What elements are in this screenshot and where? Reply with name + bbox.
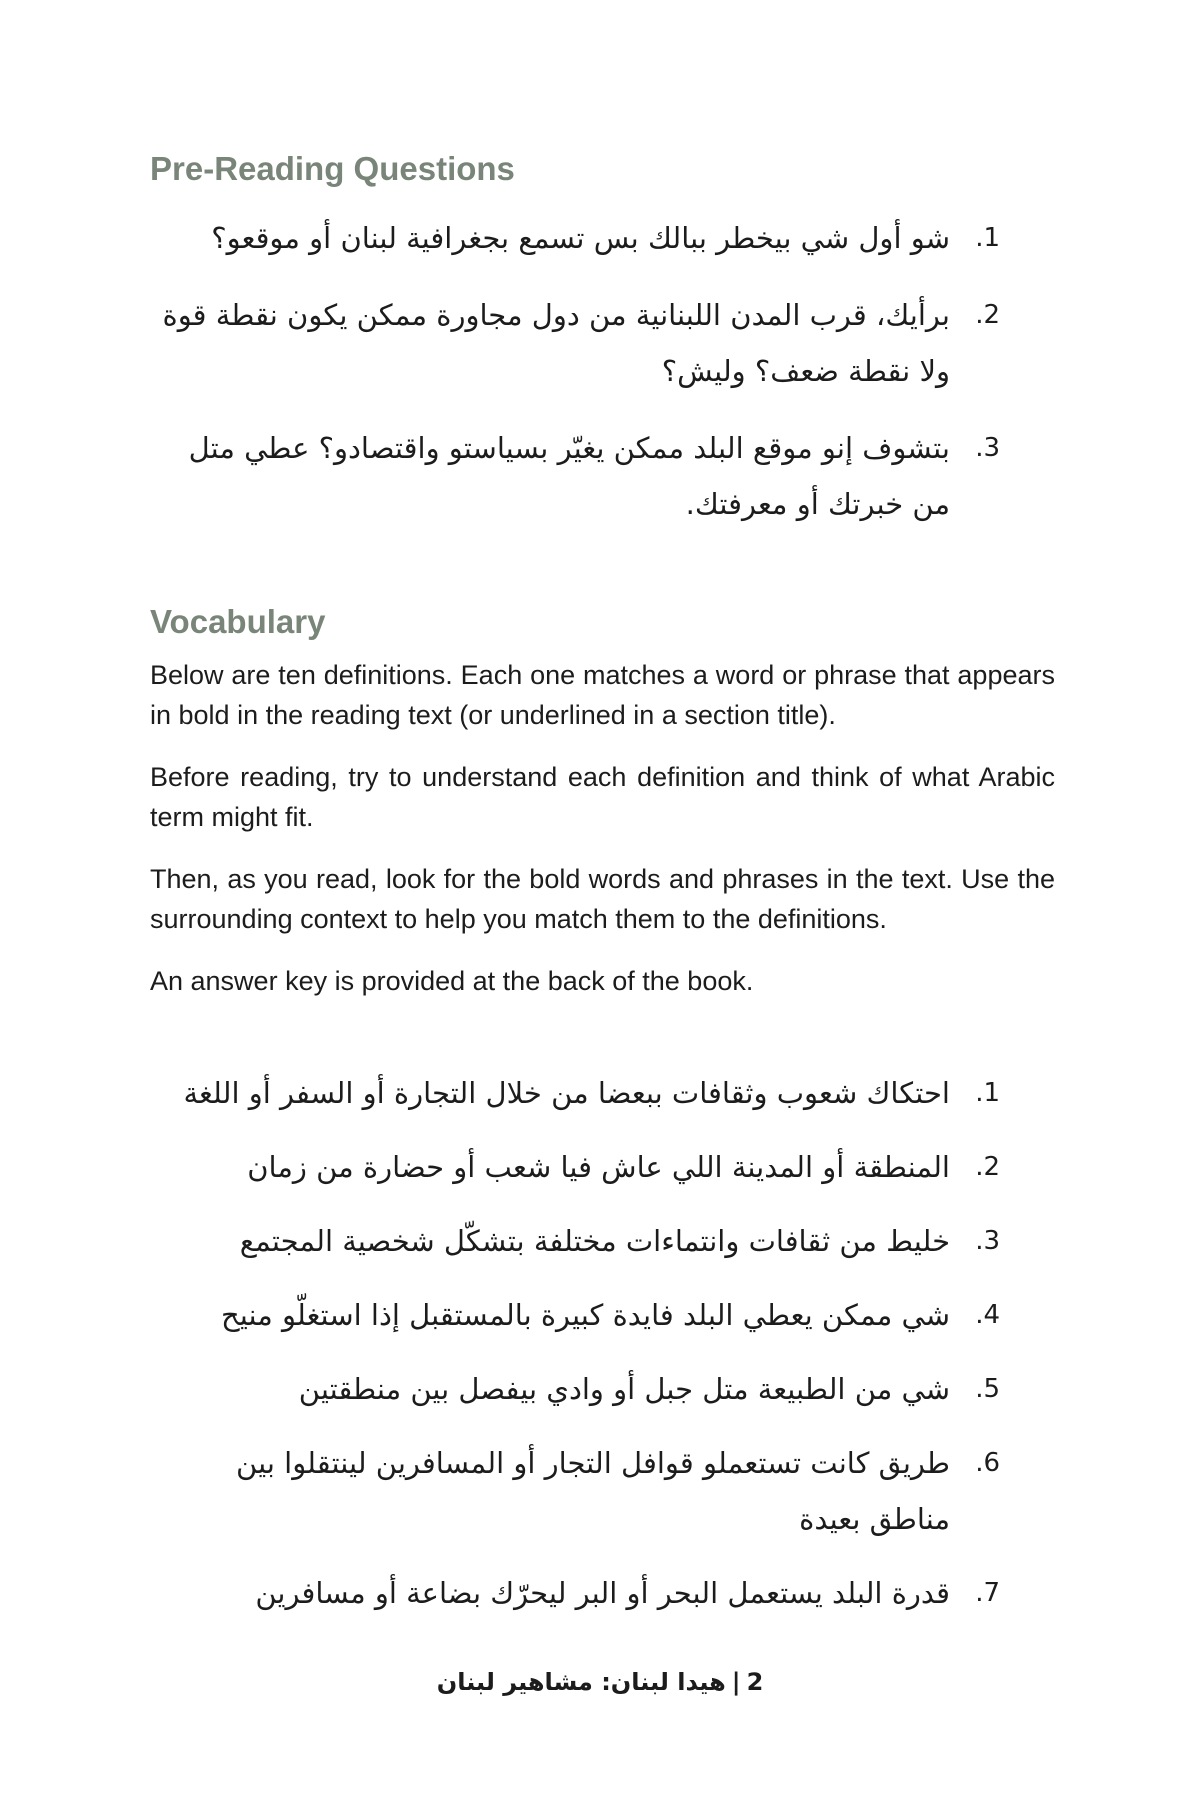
page-footer	[0, 1668, 1200, 1696]
item-number: .7	[975, 1578, 1000, 1608]
item-number: .1	[975, 1078, 1000, 1108]
item-number: .2	[975, 300, 1000, 330]
vocabulary-definitions-list	[150, 1065, 1000, 1639]
list-item	[150, 1287, 1000, 1343]
vocabulary-heading: Vocabulary	[150, 603, 326, 640]
definition-text: طريق كانت تستعملو قوافل التجار أو المسافرين لينتقلوا بين مناطق بعيدة	[236, 1446, 950, 1536]
intro-paragraph: Below are ten definitions. Each one matches a word or phrase that appears in bold in the reading text (or underlined in a section title).	[150, 660, 1055, 730]
definition-text: احتكاك شعوب وثقافات ببعضا من خلال التجارة أو السفر أو اللغة	[183, 1076, 950, 1110]
item-number: .1	[975, 223, 1000, 253]
list-item	[150, 420, 1000, 532]
book-title: هيدا لبنان: مشاهير لبنان	[436, 1668, 726, 1696]
list-item	[150, 1139, 1000, 1195]
list-item	[150, 1361, 1000, 1417]
definition-text: خليط من ثقافات وانتماءات مختلفة بتشكّل شخصية المجتمع	[239, 1224, 950, 1258]
list-item	[150, 287, 1000, 399]
list-item	[150, 1065, 1000, 1121]
question-text: برأيك، قرب المدن اللبنانية من دول مجاورة ممكن يكون نقطة قوة ولا نقطة ضعف؟ وليش؟	[162, 298, 950, 388]
intro-paragraph: An answer key is provided at the back of the book.	[150, 966, 754, 996]
pre-reading-questions-list	[150, 210, 1000, 553]
list-item	[150, 1565, 1000, 1621]
question-text: بتشوف إنو موقع البلد ممكن يغيّر بسياستو واقتصادو؟ عطي متل من خبرتك أو معرفتك.	[188, 431, 950, 521]
pre-reading-heading: Pre-Reading Questions	[150, 150, 515, 187]
item-number: .4	[975, 1300, 1000, 1330]
intro-paragraph: Then, as you read, look for the bold words and phrases in the text. Use the surrounding context to help you match them to the definitions.	[150, 864, 1055, 934]
definition-text: المنطقة أو المدينة اللي عاش فيا شعب أو حضارة من زمان	[247, 1150, 950, 1184]
item-number: .3	[975, 1226, 1000, 1256]
list-item	[150, 1435, 1000, 1547]
definition-text: قدرة البلد يستعمل البحر أو البر ليحرّك بضاعة أو مسافرين	[255, 1576, 950, 1610]
item-number: .5	[975, 1374, 1000, 1404]
page-number: 2	[746, 1668, 764, 1696]
vocabulary-intro	[150, 655, 1055, 1023]
item-number: .3	[975, 433, 1000, 463]
definition-text: شي من الطبيعة متل جبل أو وادي بيفصل بين منطقتين	[298, 1372, 950, 1406]
list-item	[150, 210, 1000, 266]
list-item	[150, 1213, 1000, 1269]
item-number: .6	[975, 1448, 1000, 1478]
intro-paragraph: Before reading, try to understand each definition and think of what Arabic term might fit.	[150, 762, 1055, 832]
definition-text: شي ممكن يعطي البلد فايدة كبيرة بالمستقبل إذا استغلّو منيح	[221, 1298, 950, 1332]
item-number: .2	[975, 1152, 1000, 1182]
footer-separator: |	[731, 1668, 741, 1696]
question-text: شو أول شي بيخطر ببالك بس تسمع بجغرافية لبنان أو موقعو؟	[211, 221, 950, 255]
